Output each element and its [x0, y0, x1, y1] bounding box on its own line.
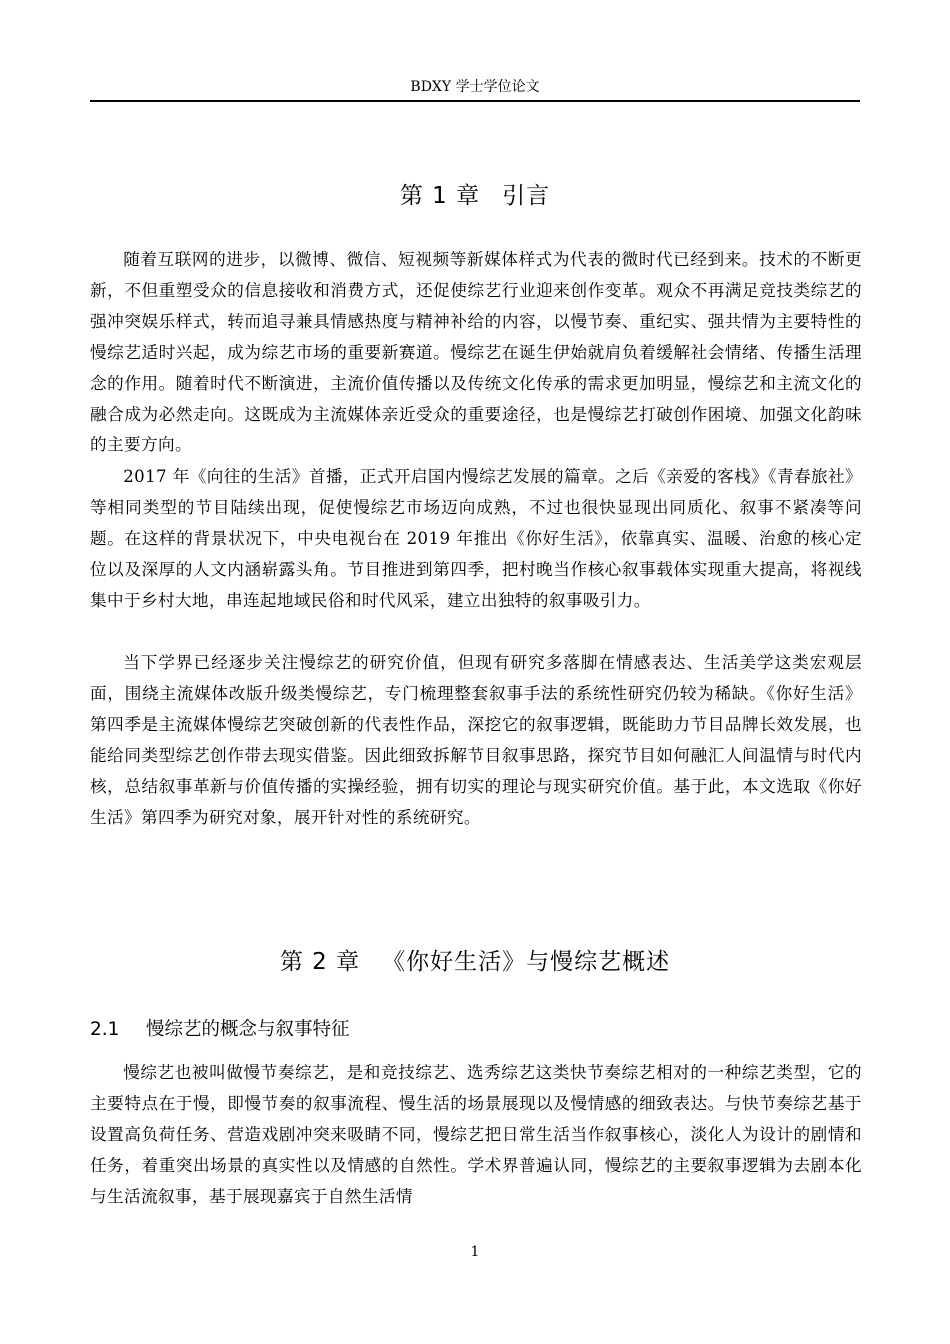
chapter-1-title: 引言 [502, 183, 551, 209]
chapter-1-heading [90, 181, 860, 211]
header-rule [90, 100, 860, 102]
chapter-1-paragraph-2: 2017 年《向往的生活》首播，正式开启国内慢综艺发展的篇章。之后《亲爱的客栈》《青春旅社》等相同类型的节目陆续出现，促使慢综艺市场迈向成熟，不过也很快显现出同质化、叙事不紧凑等问题。在这样的背景状况下，中央电视台在 2019 年推出《你好生活》，依靠真实、温暖、治愈的核心定位以及深厚的人文内涵崭露头角。节目推进到第四季，把村晚当作核心叙事载体实现重大提高，将视线集中于乡村大地，串连起地域民俗和时代风采，建立出独特的叙事吸引力。 [90, 467, 862, 610]
section-2-1-paragraph-1: 慢综艺也被叫做慢节奏综艺，是和竞技综艺、选秀综艺这类快节奏综艺相对的一种综艺类型，它的主要特点在于慢，即慢节奏的叙事流程、慢生活的场景展现以及慢情感的细致表达。与快节奏综艺基于设置高负荷任务、营造戏剧冲突来吸睛不同，慢综艺把日常生活当作叙事核心，淡化人为设计的剧情和任务，着重突出场景的真实性以及情感的自然性。学术界普遍认同，慢综艺的主要叙事逻辑为去剧本化与生活流叙事，基于展现嘉宾于自然生活情 [90, 1063, 862, 1206]
chapter-2-number: 第 2 章 [279, 949, 361, 975]
section-2-1-heading [90, 1017, 860, 1043]
chapter-1-paragraph-3: 当下学界已经逐步关注慢综艺的研究价值，但现有研究多落脚在情感表达、生活美学这类宏观层面，围绕主流媒体改版升级类慢综艺，专门梳理整套叙事手法的系统性研究仍较为稀缺。《你好生活》第四季是主流媒体慢综艺突破创新的代表性作品，深挖它的叙事逻辑，既能助力节目品牌长效发展，也能给同类型综艺创作带去现实借鉴。因此细致拆解节目叙事思路，探究节目如何融汇人间温情与时代内核，总结叙事革新与价值传播的实操经验，拥有切实的理论与现实研究价值。基于此，本文选取《你好生活》第四季为研究对象，展开针对性的系统研究。 [90, 653, 862, 827]
chapter-1-number: 第 1 章 [399, 183, 481, 209]
chapter-1-paragraph-1: 随着互联网的进步，以微博、微信、短视频等新媒体样式为代表的微时代已经到来。技术的不断更新，不但重塑受众的信息接收和消费方式，还促使综艺行业迎来创作变革。观众不再满足竞技类综艺的强冲突娱乐样式，转而追寻兼具情感热度与精神补给的内容，以慢节奏、重纪实、强共情为主要特性的慢综艺适时兴起，成为综艺市场的重要新赛道。慢综艺在诞生伊始就肩负着缓解社会情绪、传播生活理念的作用。随着时代不断演进，主流价值传播以及传统文化传承的需求更加明显，慢综艺和主流文化的融合成为必然走向。这既成为主流媒体亲近受众的重要途径，也是慢综艺打破创作困境、加强文化韵味的主要方向。 [90, 250, 862, 455]
section-2-1-number: 2.1 [90, 1019, 120, 1040]
page-number: 1 [470, 1244, 480, 1260]
section-2-1-title: 慢综艺的概念与叙事特征 [146, 1019, 350, 1040]
chapter-2-heading [90, 947, 860, 977]
chapter-2-title: 《你好生活》与慢综艺概述 [382, 949, 671, 975]
running-header: BDXY 学士学位论文 [410, 79, 540, 95]
